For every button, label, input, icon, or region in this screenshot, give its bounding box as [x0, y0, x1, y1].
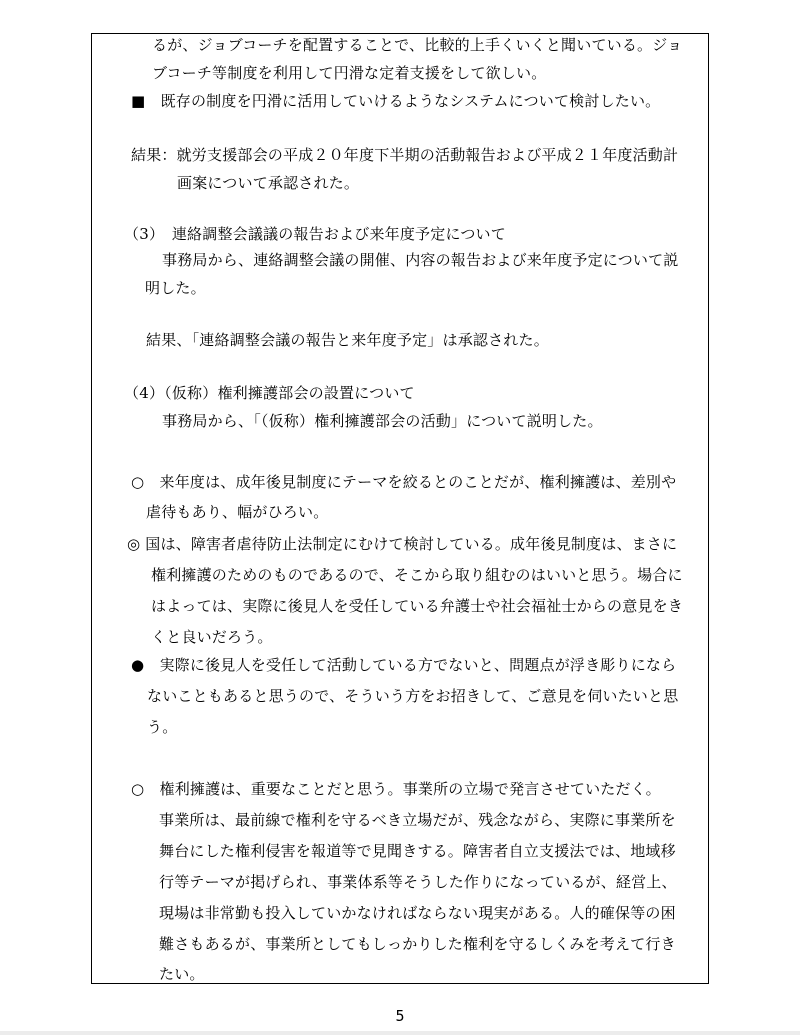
text-line-5: 画案について承認された。: [177, 174, 360, 192]
text-line-4: 結果：就労支援部会の平成２０年度下半期の活動報告および平成２１年度活動計: [131, 146, 679, 164]
text-line-19: ないこともあると思うので、そういう方をお招きして、ご意見を伺いたいと思: [147, 687, 679, 705]
text-line-14: ◎ 国は、障害者虐待防止法制定にむけて検討している。成年後見制度は、まさに: [127, 535, 678, 553]
text-line-1: るが、ジョブコーチを配置することで、比較的上手くいくと聞いている。ジョ: [152, 36, 683, 54]
bottom-scroll-strip: [0, 1031, 800, 1035]
text-line-9: 結果、「連絡調整会議の報告と来年度予定」は承認された。: [146, 331, 549, 349]
text-line-21: ○ 権利擁護は、重要なことだと思う。事業所の立場で発言させていただく。: [131, 780, 661, 798]
text-line-13: 虐待もあり、幅がひろい。: [146, 503, 329, 521]
text-line-8: 明した。: [145, 279, 206, 297]
text-line-7: 事務局から、連絡調整会議の開催、内容の報告および来年度予定について説: [162, 251, 679, 269]
text-line-15: 権利擁護のためのものであるので、そこから取り組むのはいいと思う。場合に: [151, 566, 683, 584]
text-line-2: ブコーチ等制度を利用して円滑な定着支援をして欲しい。: [152, 64, 547, 82]
text-line-25: 現場は非常勤も投入していかなければならない現実がある。人的確保等の困: [159, 904, 676, 922]
text-line-3: ■ 既存の制度を円滑に活用していけるようなシステムについて検討したい。: [131, 92, 661, 110]
text-line-12: ○ 来年度は、成年後見制度にテーマを絞るとのことだが、権利擁護は、差別や: [131, 473, 677, 491]
text-line-26: 難さもあるが、事業所としてもしっかりした権利を守るしくみを考えて行き: [159, 935, 676, 953]
text-line-11: 事務局から、「（仮称）権利擁護部会の活動」について説明した。: [162, 412, 603, 430]
text-line-24: 行等テーマが掲げられ、事業体系等そうした作りになっているが、経営上、: [159, 873, 677, 891]
text-line-23: 舞台にした権利侵害を報道等で見聞きする。障害者自立支援法では、地域移: [159, 842, 676, 860]
text-line-27: たい。: [159, 965, 205, 983]
section-heading-3: （3） 連絡調整会議議の報告および来年度予定について: [124, 225, 506, 243]
text-line-22: 事業所は、最前線で権利を守るべき立場だが、残念ながら、実際に事業所を: [159, 811, 676, 829]
text-line-18: ● 実際に後見人を受任して活動している方でないと、問題点が浮き彫りになら: [131, 656, 677, 674]
text-line-17: くと良いだろう。: [151, 628, 273, 646]
text-line-16: はよっては、実際に後見人を受任している弁護士や社会福祉士からの意見をき: [151, 597, 684, 615]
page-number: 5: [395, 1007, 405, 1025]
text-line-20: う。: [147, 718, 178, 736]
section-heading-4: （4）（仮称）権利擁護部会の設置について: [124, 384, 415, 402]
